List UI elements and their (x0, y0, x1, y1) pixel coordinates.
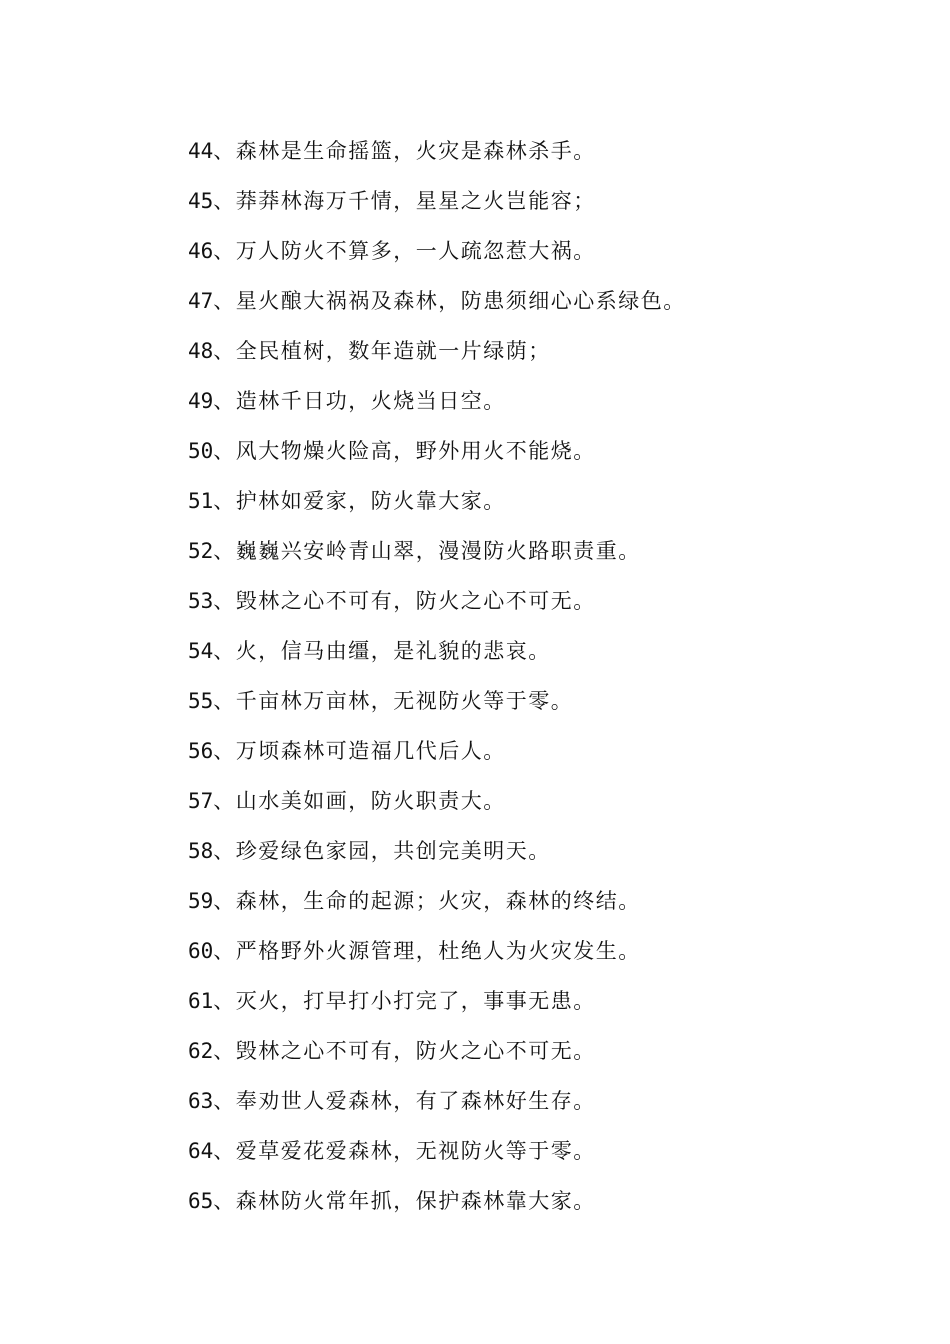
item-number: 51 (188, 489, 214, 513)
list-item (188, 834, 888, 884)
item-text: 、莽莽林海万千情，星星之火岂能容； (213, 189, 596, 213)
item-text: 、巍巍兴安岭青山翠，漫漫防火路职责重。 (213, 539, 641, 563)
list-item (188, 684, 888, 734)
item-number: 50 (188, 439, 214, 463)
list-item (188, 1084, 888, 1134)
item-number: 56 (188, 739, 214, 763)
item-text: 、森林，生命的起源；火灾，森林的终结。 (213, 889, 641, 913)
item-number: 59 (188, 889, 214, 913)
list-item (188, 634, 888, 684)
list-item (188, 584, 888, 634)
item-number: 53 (188, 589, 214, 613)
item-text: 、严格野外火源管理，杜绝人为火灾发生。 (213, 939, 641, 963)
item-number: 63 (188, 1089, 214, 1113)
item-number: 47 (188, 289, 214, 313)
item-number: 64 (188, 1139, 214, 1163)
item-text: 、森林是生命摇篮，火灾是森林杀手。 (213, 139, 596, 163)
item-number: 52 (188, 539, 214, 563)
list-item (188, 784, 888, 834)
item-number: 57 (188, 789, 214, 813)
list-item (188, 484, 888, 534)
list-item (188, 884, 888, 934)
item-number: 48 (188, 339, 214, 363)
list-item (188, 134, 888, 184)
item-text: 、奉劝世人爱森林，有了森林好生存。 (213, 1089, 596, 1113)
item-text: 、爱草爱花爱森林，无视防火等于零。 (213, 1139, 596, 1163)
item-number: 49 (188, 389, 214, 413)
list-item (188, 1134, 888, 1184)
item-text: 、全民植树，数年造就一片绿荫； (213, 339, 551, 363)
list-item (188, 734, 888, 784)
item-text: 、灭火，打早打小打完了，事事无患。 (213, 989, 596, 1013)
list-item (188, 334, 888, 384)
item-text: 、珍爱绿色家园，共创完美明天。 (213, 839, 551, 863)
item-number: 58 (188, 839, 214, 863)
item-text: 、造林千日功，火烧当日空。 (213, 389, 506, 413)
list-item (188, 1034, 888, 1084)
item-number: 46 (188, 239, 214, 263)
list-item (188, 534, 888, 584)
item-text: 、风大物燥火险高，野外用火不能烧。 (213, 439, 596, 463)
item-number: 62 (188, 1039, 214, 1063)
item-number: 61 (188, 989, 214, 1013)
item-number: 54 (188, 639, 214, 663)
item-text: 、山水美如画，防火职责大。 (213, 789, 506, 813)
list-item (188, 384, 888, 434)
item-text: 、千亩林万亩林，无视防火等于零。 (213, 689, 574, 713)
item-number: 65 (188, 1189, 214, 1213)
item-number: 60 (188, 939, 214, 963)
item-number: 44 (188, 139, 214, 163)
item-number: 55 (188, 689, 214, 713)
item-text: 、森林防火常年抓，保护森林靠大家。 (213, 1189, 596, 1213)
item-text: 、星火酿大祸祸及森林，防患须细心心系绿色。 (213, 289, 686, 313)
list-item (188, 434, 888, 484)
slogan-list (188, 134, 888, 1234)
list-item (188, 934, 888, 984)
list-item (188, 184, 888, 234)
item-text: 、万人防火不算多，一人疏忽惹大祸。 (213, 239, 596, 263)
item-text: 、毁林之心不可有，防火之心不可无。 (213, 1039, 596, 1063)
list-item (188, 1184, 888, 1234)
list-item (188, 234, 888, 284)
item-text: 、火，信马由缰，是礼貌的悲哀。 (213, 639, 551, 663)
item-text: 、毁林之心不可有，防火之心不可无。 (213, 589, 596, 613)
item-text: 、万顷森林可造福几代后人。 (213, 739, 506, 763)
list-item (188, 284, 888, 334)
item-number: 45 (188, 189, 214, 213)
item-text: 、护林如爱家，防火靠大家。 (213, 489, 506, 513)
list-item (188, 984, 888, 1034)
